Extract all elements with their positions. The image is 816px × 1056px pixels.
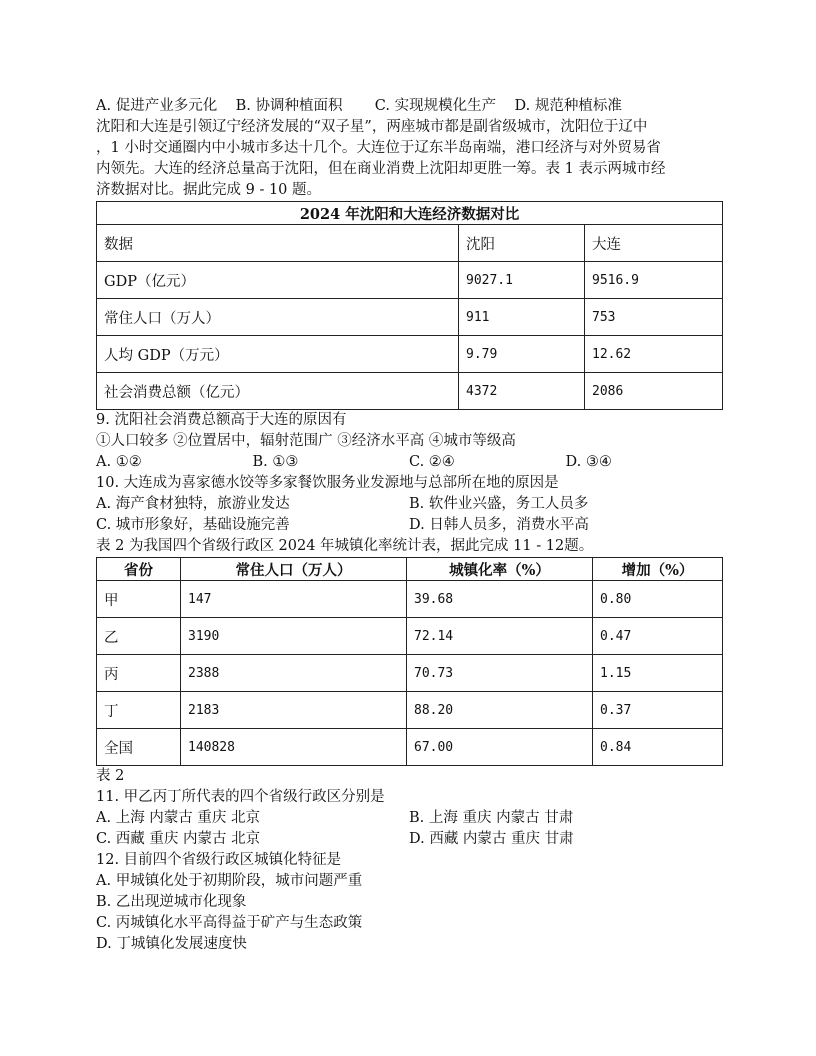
q8-option-b: B. 协调种植面积 — [235, 98, 343, 114]
q9-stem: 9. 沈阳社会消费总额高于大连的原因有 — [96, 412, 347, 428]
q9-option-c: C. ②④ — [409, 454, 455, 470]
table-cell: 0.37 — [593, 692, 723, 729]
q11-options-row-1 — [96, 808, 722, 829]
table1-header-cell: 数据 — [97, 225, 459, 262]
table-cell: 全国 — [97, 729, 181, 766]
q9-items: ①人口较多 ②位置居中，辐射范围广 ③经济水平高 ④城市等级高 — [96, 433, 516, 449]
table-cell: 丁 — [97, 692, 181, 729]
table1-header-cell: 大连 — [585, 225, 723, 262]
q12-stem: 12. 目前四个省级行政区城镇化特征是 — [96, 852, 342, 868]
intro1-line-3: 内领先。大连的经济总量高于沈阳，但在商业消费上沈阳却更胜一筹。表 1 表示两城市经 — [96, 161, 666, 177]
q10-options-row-2 — [96, 515, 722, 536]
table1-title: 2024 年沈阳和大连经济数据对比 — [97, 202, 723, 225]
q10-option-a: A. 海产食材独特，旅游业发达 — [96, 496, 290, 512]
table-cell: 9027.1 — [459, 262, 585, 299]
table-cell: 常住人口（万人） — [97, 299, 459, 336]
q10-options-row-1 — [96, 494, 722, 515]
q12-option-b: B. 乙出现逆城市化现象 — [96, 894, 247, 910]
q10-option-b: B. 软件业兴盛，务工人员多 — [409, 496, 589, 512]
q11-options-row-2 — [96, 829, 722, 850]
table-row — [97, 299, 723, 336]
q9-option-b: B. ①③ — [252, 454, 299, 470]
table2-caption: 表 2 — [96, 768, 125, 784]
table-cell: 0.47 — [593, 618, 723, 655]
intro1-line-1: 沈阳和大连是引领辽宁经济发展的“双子星”，两座城市都是副省级城市，沈阳位于辽中 — [96, 119, 648, 135]
table-cell: 丙 — [97, 655, 181, 692]
q9-options — [96, 452, 722, 473]
table2-header-cell: 常住人口（万人） — [181, 558, 407, 581]
table2-header-cell: 省份 — [97, 558, 181, 581]
table-cell: 2086 — [585, 373, 723, 410]
table-cell: 9516.9 — [585, 262, 723, 299]
table-row — [97, 262, 723, 299]
q10-stem: 10. 大连成为喜家德水饺等多家餐饮服务业发源地与总部所在地的原因是 — [96, 475, 559, 491]
table-cell: 88.20 — [407, 692, 593, 729]
table-cell: 3190 — [181, 618, 407, 655]
q10-option-d: D. 日韩人员多，消费水平高 — [409, 517, 589, 533]
table-cell: 70.73 — [407, 655, 593, 692]
table-cell: 1.15 — [593, 655, 723, 692]
q11-option-c: C. 西藏 重庆 内蒙古 北京 — [96, 831, 261, 847]
table-cell: 12.62 — [585, 336, 723, 373]
table-row — [97, 729, 723, 766]
table-cell: 140828 — [181, 729, 407, 766]
table2 — [96, 557, 723, 766]
table-cell: 72.14 — [407, 618, 593, 655]
table-cell: 0.84 — [593, 729, 723, 766]
q9-option-d: D. ③④ — [565, 454, 612, 470]
q11-option-d: D. 西藏 内蒙古 重庆 甘肃 — [409, 831, 574, 847]
table1 — [96, 201, 723, 410]
table-row — [97, 618, 723, 655]
table-cell: 人均 GDP（万元） — [97, 336, 459, 373]
table-cell: 39.68 — [407, 581, 593, 618]
table-row — [97, 373, 723, 410]
document-page — [96, 96, 722, 955]
intro2: 表 2 为我国四个省级行政区 2024 年城镇化率统计表，据此完成 11 - 12题。 — [96, 538, 594, 554]
q9-option-a: A. ①② — [96, 454, 142, 470]
table1-header-cell: 沈阳 — [459, 225, 585, 262]
table-cell: 2183 — [181, 692, 407, 729]
q10-option-c: C. 城市形象好，基础设施完善 — [96, 517, 290, 533]
table-row — [97, 336, 723, 373]
table2-header-row — [97, 558, 723, 581]
q12-option-c: C. 丙城镇化水平高得益于矿产与生态政策 — [96, 915, 363, 931]
q8-options — [96, 96, 722, 117]
table1-header-row — [97, 225, 723, 262]
q11-stem: 11. 甲乙丙丁所代表的四个省级行政区分别是 — [96, 789, 385, 805]
table-cell: 乙 — [97, 618, 181, 655]
table-cell: 4372 — [459, 373, 585, 410]
table-row — [97, 581, 723, 618]
table-row — [97, 692, 723, 729]
intro1-line-2: ，1 小时交通圈内中小城市多达十几个。大连位于辽东半岛南端，港口经济与对外贸易省 — [96, 140, 661, 156]
table-cell: 9.79 — [459, 336, 585, 373]
table-cell: 67.00 — [407, 729, 593, 766]
q11-option-b: B. 上海 重庆 内蒙古 甘肃 — [409, 810, 574, 826]
table-cell: 911 — [459, 299, 585, 336]
table-cell: 2388 — [181, 655, 407, 692]
q8-option-d: D. 规范种植标准 — [514, 98, 622, 114]
q12-option-d: D. 丁城镇化发展速度快 — [96, 936, 247, 952]
table-cell: 0.80 — [593, 581, 723, 618]
table2-header-cell: 城镇化率（%） — [407, 558, 593, 581]
q8-option-c: C. 实现规模化生产 — [374, 98, 497, 114]
table-cell: 社会消费总额（亿元） — [97, 373, 459, 410]
q11-option-a: A. 上海 内蒙古 重庆 北京 — [96, 810, 261, 826]
table-row — [97, 655, 723, 692]
intro1-line-4: 济数据对比。据此完成 9 - 10 题。 — [96, 182, 322, 198]
q8-option-a: A. 促进产业多元化 — [96, 98, 218, 114]
table-cell: 753 — [585, 299, 723, 336]
table-cell: GDP（亿元） — [97, 262, 459, 299]
table-cell: 147 — [181, 581, 407, 618]
table2-header-cell: 增加（%） — [593, 558, 723, 581]
q12-option-a: A. 甲城镇化处于初期阶段，城市问题严重 — [96, 873, 363, 889]
table-cell: 甲 — [97, 581, 181, 618]
